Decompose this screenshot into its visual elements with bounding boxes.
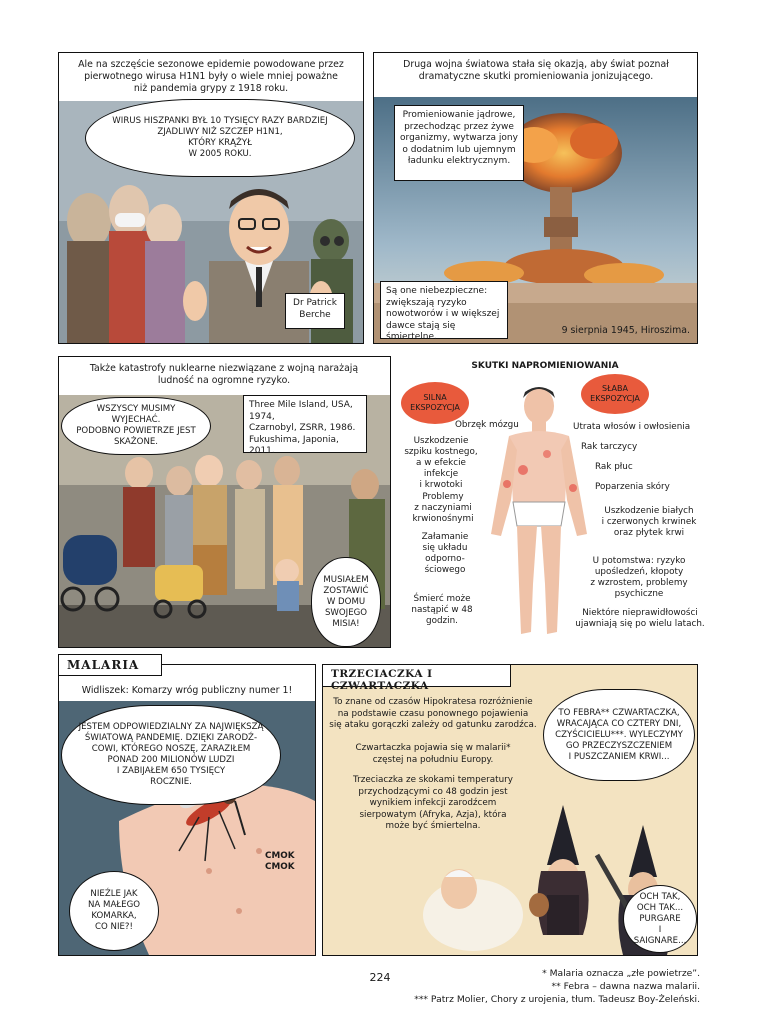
label-thyroid-cancer: Rak tarczycy: [581, 442, 638, 452]
speech-bubble-teddy: MUSIAŁEM ZOSTAWIĆ W DOMU SWOJEGO MISIA!: [311, 557, 381, 647]
tertian-text-3: Trzeciaczka ze skokami temperatury przychodzącymi co 48 godzin jest wynikiem infekcji zarodźcem sierpowatym (Afryka, Azja), która może być śmiertelna.: [353, 775, 513, 831]
sfx-cmok: CMOK CMOK: [265, 851, 295, 872]
panel-caption: Druga wojna światowa stała się okazją, aby świat poznał dramatyczne skutki promieniowania jonizującego.: [403, 59, 669, 82]
speech-bubble-evacuate: WSZYSCY MUSIMY WYJECHAĆ. PODOBNO POWIETRZE JEST SKAŻONE.: [61, 397, 211, 455]
footnote-3: *** Patrz Molier, Chory z urojenia, tłum. Tadeusz Boy-Żeleński.: [414, 994, 700, 1005]
caption-box-disasters: Three Mile Island, USA, 1974, Czarnobyl, ZSRR, 1986. Fukushima, Japonia, 2011.: [243, 395, 367, 453]
panel-spanish-flu: [58, 52, 364, 344]
section-title-malaria: MALARIA: [58, 654, 162, 676]
diagram-title: SKUTKI NAPROMIENIOWANIA: [471, 361, 619, 371]
panel-tertian-quartan: [322, 664, 698, 956]
label-brain-edema: Obrzęk mózgu: [455, 420, 519, 430]
speech-bubble-doctor: WIRUS HISZPANKI BYŁ 10 TYSIĘCY RAZY BARDZIEJ ZJADLIWY NIŻ SZCZEP H1N1, KTÓRY KRĄŻYŁ W 2005 ROKU.: [85, 99, 355, 177]
speech-bubble-mosquito-top: JESTEM ODPOWIEDZIALNY ZA NAJWIĘKSZĄ ŚWIATOWĄ PANDEMIĘ. DZIĘKI ZARODŹ- COWI, KTÓREGO NOSZĘ, ZARAZIŁEM PONAD 200 MILIONÓW LUDZI I ZABIJAŁEM 650 TYSIĘCY ROCZNIE.: [61, 705, 281, 805]
footnote-2: ** Febra – dawna nazwa malarii.: [551, 981, 700, 992]
label-skin-burns: Poparzenia skóry: [595, 482, 670, 492]
date-caption: 9 sierpnia 1945, Hiroszima.: [561, 325, 690, 336]
tertian-text-1: To znane od czasów Hipokratesa rozróżnienie na podstawie czasu ponownego pojawienia się ataku gorączki zależy od gatunku zarodźca.: [329, 697, 537, 730]
panel-caption: Widliszek: Komarzy wróg publiczny numer 1!: [81, 685, 293, 696]
label-lung-cancer: Rak płuc: [595, 462, 633, 472]
section-title-tertian: TRZECIACZKA I CZWARTACZKA: [323, 665, 511, 687]
label-offspring: U potomstwa: ryzyko upośledzeń, kłopoty z wzrostem, problemy psychiczne: [590, 556, 688, 599]
panel-caption: Ale na szczęście sezonowe epidemie powodowane przez pierwotnego wirusa H1N1 były o wiele mniej poważne niż pandemia grypy z 1918 roku.: [78, 59, 344, 94]
label-immune-collapse: Załamanie się układu odporno- ściowego: [421, 532, 469, 575]
panel-nuclear-disasters: [58, 356, 391, 648]
name-tag: Dr Patrick Berche: [285, 293, 345, 329]
speech-bubble-doctors-top: TO FEBRA** CZWARTACZKA, WRACAJĄCA CO CZTERY DNI, CZYŚCICIELU***. WYLECZYMY GO PRZECZYSZCZENIEM I PUSZCZANIEM KRWI...: [543, 689, 695, 781]
label-blood-vessels: Problemy z naczyniami krwionośnymi: [412, 492, 474, 524]
footnote-1: * Malaria oznacza „złe powietrze”.: [542, 968, 700, 979]
panel-caption: Także katastrofy nuklearne niezwiązane z wojną narażają ludność na ogromne ryzyko.: [89, 363, 359, 386]
speech-bubble-doctors-bottom: OCH TAK, OCH TAK... PURGARE I SAIGNARE...: [623, 885, 697, 953]
page-number: 224: [369, 971, 391, 984]
seal-strong-exposure: SILNA EKSPOZYCJA: [401, 382, 469, 424]
panel-hiroshima: [373, 52, 698, 344]
label-death: Śmierć może nastąpić w 48 godzin.: [411, 594, 473, 626]
panel-malaria-mosquito: [58, 664, 316, 956]
seal-weak-exposure: SŁABA EKSPOZYCJA: [581, 374, 649, 414]
speech-bubble-mosquito-bottom: NIEŹLE JAK NA MAŁEGO KOMARKA, CO NIE?!: [69, 871, 159, 951]
tertian-text-2: Czwartaczka pojawia się w malarii* częstej na południu Europy.: [355, 743, 511, 765]
label-bone-marrow: Uszkodzenie szpiku kostnego, a w efekcie infekcje i krwotoki: [404, 436, 478, 490]
caption-box-danger: Są one niebezpieczne: zwiększają ryzyko nowotworów i w większej dawce stają się śmiertelne.: [380, 281, 508, 339]
label-blood-cells: Uszkodzenie białych i czerwonych krwinek oraz płytek krwi: [601, 506, 697, 538]
label-late-effects: Niektóre nieprawidłowości ujawniają się po wielu latach.: [575, 608, 705, 629]
label-hair-loss: Utrata włosów i owłosienia: [573, 422, 691, 432]
radiation-effects-diagram: [395, 352, 715, 652]
caption-box-radiation: Promieniowanie jądrowe, przechodząc przez żywe organizmy, wytwarza jony o dodatnim lub ujemnym ładunku elektrycznym.: [394, 105, 524, 181]
